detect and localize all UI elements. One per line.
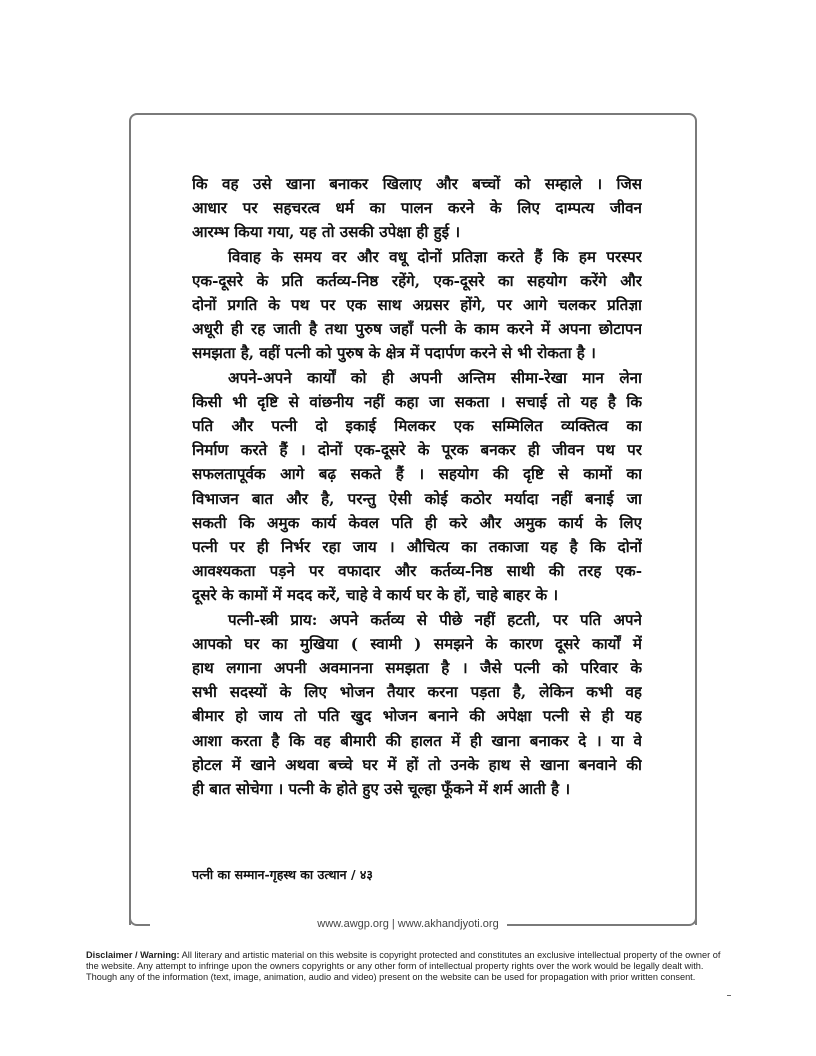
disclaimer-text: All literary and artistic material on this website is copyright protected and constitutes an exclusive intellectual property of the owner of the website. Any attempt to infringe upon the owners copyrights or any other form of intellectual property rights over the work would be legally dealt with. Though any of the information (text, image, animation, audio and video) present on the website can be used for propagation with prior written consent.: [86, 950, 721, 982]
text-line: विभाजन बात और है, परन्तु ऐसी कोई कठोर मर्यादा नहीं बनाई जा: [192, 489, 642, 508]
text-line: आशा करता है कि वह बीमारी की हालत में ही खाना बनाकर दे । या वे: [192, 731, 642, 750]
text-line: होटल में खाने अथवा बच्चे घर में हों तो उनके हाथ से खाना बनवाने की: [192, 755, 642, 774]
book-text: [192, 172, 642, 801]
website-footer: [0, 918, 816, 930]
website-links: www.awgp.org | www.akhandjyoti.org: [309, 918, 506, 930]
page-footer-title: पत्नी का सम्मान-गृहस्थ का उत्थान / ४३: [192, 867, 373, 882]
text-line: एक-दूसरे के प्रति कर्तव्य-निष्ठ रहेंगे, एक-दूसरे का सहयोग करेंगे और: [192, 271, 642, 290]
text-line: अपने-अपने कार्यों को ही अपनी अन्तिम सीमा-रेखा मान लेना: [228, 368, 642, 387]
text-line: सभी सदस्यों के लिए भोजन तैयार करना पड़ता है, लेकिन कभी वह: [192, 683, 642, 702]
text-line: विवाह के समय वर और वधू दोनों प्रतिज्ञा करते हैं कि हम परस्पर: [228, 247, 642, 266]
text-line: आधार पर सहचरत्व धर्म का पालन करने के लिए दाम्पत्य जीवन: [192, 199, 642, 218]
text-line: हाथ लगाना अपनी अवमानना समझता है । जैसे पत्नी को परिवार के: [192, 659, 642, 678]
text-line: बीमार हो जाय तो पति खुद भोजन बनाने की अपेक्षा पत्नी से ही यह: [192, 707, 642, 726]
text-line: आरम्भ किया गया, यह तो उसकी उपेक्षा ही हुई ।: [192, 223, 461, 242]
text-line: दूसरे के कामों में मदद करें, चाहे वे कार्य घर के हों, चाहे बाहर के ।: [192, 586, 559, 605]
text-line: निर्माण करते हैं । दोनों एक-दूसरे के पूरक बनकर ही जीवन पथ पर: [192, 441, 642, 460]
text-line: ही बात सोचेगा । पत्नी के होते हुए उसे चूल्हा फूँकने में शर्म आती है ।: [192, 780, 571, 799]
text-line: आपको घर का मुखिया ( स्वामी ) समझने के कारण दूसरे कार्यों में: [192, 634, 642, 653]
text-line: अधूरी ही रह जाती है तथा पुरुष जहाँ पत्नी के काम करने में अपना छोटापन: [192, 320, 642, 339]
dash-mark: [727, 995, 731, 996]
text-line: सकती कि अमुक कार्य केवल पति ही करे और अमुक कार्य के लिए: [192, 513, 642, 532]
text-line: सफलतापूर्वक आगे बढ़ सकते हैं । सहयोग की दृष्टि से कामों का: [192, 465, 642, 484]
text-line: कि वह उसे खाना बनाकर खिलाए और बच्चों को सम्हाले । जिस: [192, 175, 642, 193]
text-line: पत्नी पर ही निर्भर रहा जाय । औचित्य का तकाजा यह है कि दोनों: [192, 538, 642, 557]
text-line: पत्नी-स्त्री प्राय: अपने कर्तव्य से पीछे नहीं हटती, पर पति अपने: [228, 610, 642, 629]
text-line: समझता है, वहीं पत्नी को पुरुष के क्षेत्र में पदार्पण करने से भी रोकता है ।: [192, 344, 596, 363]
disclaimer-label: Disclaimer / Warning:: [86, 950, 180, 960]
text-line: पति और पत्नी दो इकाई मिलकर एक सम्मिलित व्यक्तित्व का: [192, 417, 642, 436]
text-line: दोनों प्रगति के पथ पर एक साथ अग्रसर होंगे, पर आगे चलकर प्रतिज्ञा: [192, 296, 642, 315]
text-line: किसी भी दृष्टि से वांछनीय नहीं कहा जा सकता । सचाई तो यह है कि: [192, 392, 642, 411]
text-line: आवश्यकता पड़ने पर वफादार और कर्तव्य-निष्ठ साथी की तरह एक-: [192, 562, 642, 581]
disclaimer: [86, 950, 730, 983]
